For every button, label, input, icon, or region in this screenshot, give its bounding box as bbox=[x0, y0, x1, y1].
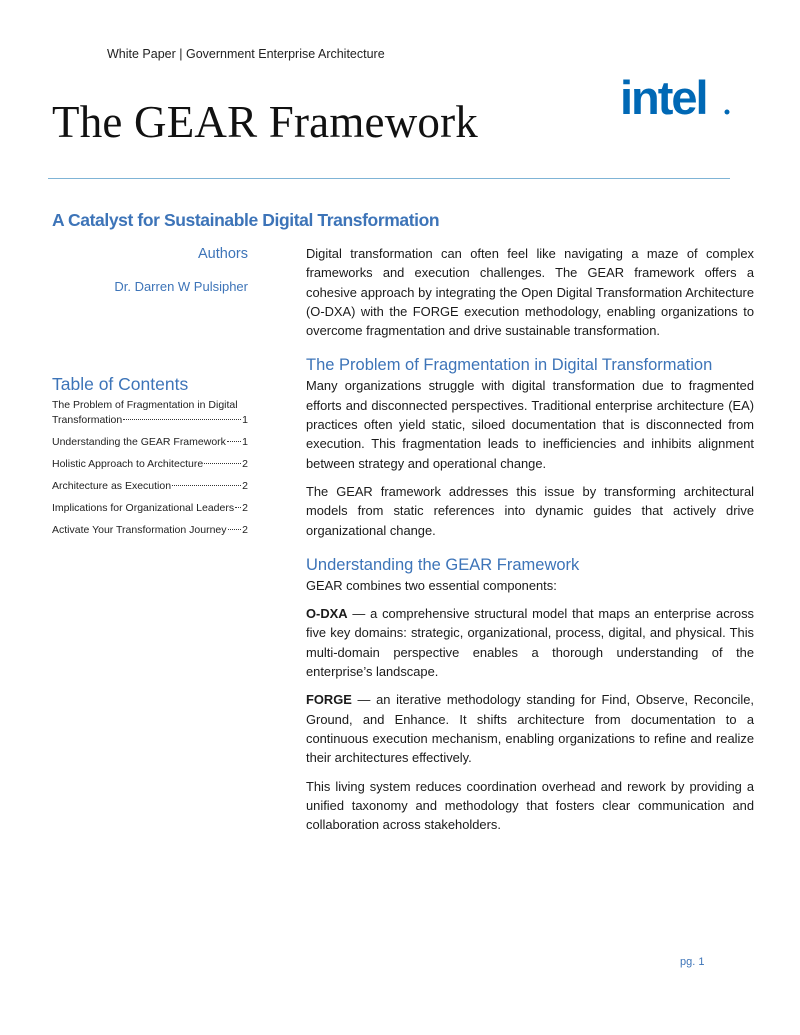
component-description: — an iterative methodology standing for Find, Observe, Reconcile, Ground, and Enhance. It shifts architecture from documentation to a continuous execution mechanism, enabling organizations to refine and realize their architectures effectively. bbox=[306, 692, 754, 766]
document-title: The GEAR Framework bbox=[52, 97, 479, 147]
running-header: White Paper | Government Enterprise Architecture bbox=[107, 47, 385, 61]
toc-entry-title: Implications for Organizational Leaders bbox=[52, 502, 235, 514]
toc-entry-holistic[interactable] bbox=[52, 457, 248, 472]
toc-page-number: 2 bbox=[242, 524, 248, 536]
toc-entry-title: Architecture as Execution bbox=[52, 480, 172, 492]
body-paragraph: Many organizations struggle with digital transformation due to fragmented efforts and disconnected perspectives. Traditional enterprise architecture (EA) practices often yield static, siloed documentation that is disconnected from execution. This fragmentation leads to inefficiencies and inhibits alignment between strategy and operational change. bbox=[306, 378, 754, 471]
toc-entry-activate[interactable] bbox=[52, 523, 248, 538]
intel-logo bbox=[620, 70, 732, 126]
toc-page-number: 1 bbox=[242, 414, 248, 426]
toc-leader bbox=[235, 506, 241, 508]
section-heading-fragmentation: The Problem of Fragmentation in Digital Transformation bbox=[306, 356, 713, 375]
component-description: — a comprehensive structural model that maps an enterprise across five key domains: strategic, organizational, process, digital, and physical. This multi-domain perspective enables a thorough understanding of the enterprise’s landscape. bbox=[306, 606, 754, 680]
toc-entry-title: Understanding the GEAR Framework bbox=[52, 436, 226, 448]
toc-entry-title-line2: Transformation bbox=[52, 414, 123, 426]
component-term: FORGE bbox=[306, 692, 352, 708]
svg-text:intel: intel bbox=[620, 71, 707, 124]
table-of-contents bbox=[52, 398, 248, 545]
title-divider bbox=[48, 178, 730, 179]
component-term: O-DXA bbox=[306, 606, 348, 622]
toc-page-number: 2 bbox=[242, 480, 248, 492]
authors-block bbox=[52, 246, 248, 294]
toc-page-number: 2 bbox=[242, 502, 248, 514]
main-body bbox=[306, 244, 754, 843]
toc-entry-title: Activate Your Transformation Journey bbox=[52, 524, 227, 536]
body-paragraph: The GEAR framework addresses this issue by transforming architectural models from static references into dynamic guides that actively drive organizational change. bbox=[306, 483, 754, 538]
toc-heading: Table of Contents bbox=[52, 374, 189, 394]
document-subtitle: A Catalyst for Sustainable Digital Transformation bbox=[52, 210, 440, 230]
toc-entry-fragmentation[interactable] bbox=[52, 398, 248, 428]
toc-entry-implications[interactable] bbox=[52, 501, 248, 516]
toc-leader bbox=[123, 418, 241, 420]
toc-entry-understanding[interactable] bbox=[52, 435, 248, 450]
toc-leader bbox=[172, 484, 241, 486]
section-heading-gear: Understanding the GEAR Framework bbox=[306, 555, 580, 574]
authors-heading: Authors bbox=[198, 246, 248, 262]
component-odxa bbox=[306, 604, 754, 681]
body-paragraph: GEAR combines two essential components: bbox=[306, 577, 557, 593]
toc-page-number: 2 bbox=[242, 458, 248, 470]
toc-entry-execution[interactable] bbox=[52, 479, 248, 494]
intro-paragraph: Digital transformation can often feel like navigating a maze of complex frameworks and execution challenges. The GEAR framework offers a cohesive approach by integrating the Open Digital Transformation Architecture (O-DXA) with the FORGE execution methodology, enabling organizations to overcome fragmentation and drive sustainable transformation. bbox=[306, 246, 754, 339]
body-paragraph: This living system reduces coordination overhead and rework by providing a unified taxonomy and methodology that fosters clear communication and collaboration across stakeholders. bbox=[306, 778, 754, 833]
toc-entry-title-line1: The Problem of Fragmentation in Digital bbox=[52, 399, 238, 411]
toc-page-number: 1 bbox=[242, 436, 248, 448]
toc-entry-title: Holistic Approach to Architecture bbox=[52, 458, 204, 470]
toc-leader bbox=[204, 462, 241, 464]
toc-leader bbox=[227, 440, 241, 442]
component-forge bbox=[306, 690, 754, 767]
page-number: pg. 1 bbox=[680, 956, 705, 968]
toc-leader bbox=[228, 528, 242, 530]
author-name: Dr. Darren W Pulsipher bbox=[114, 279, 248, 294]
